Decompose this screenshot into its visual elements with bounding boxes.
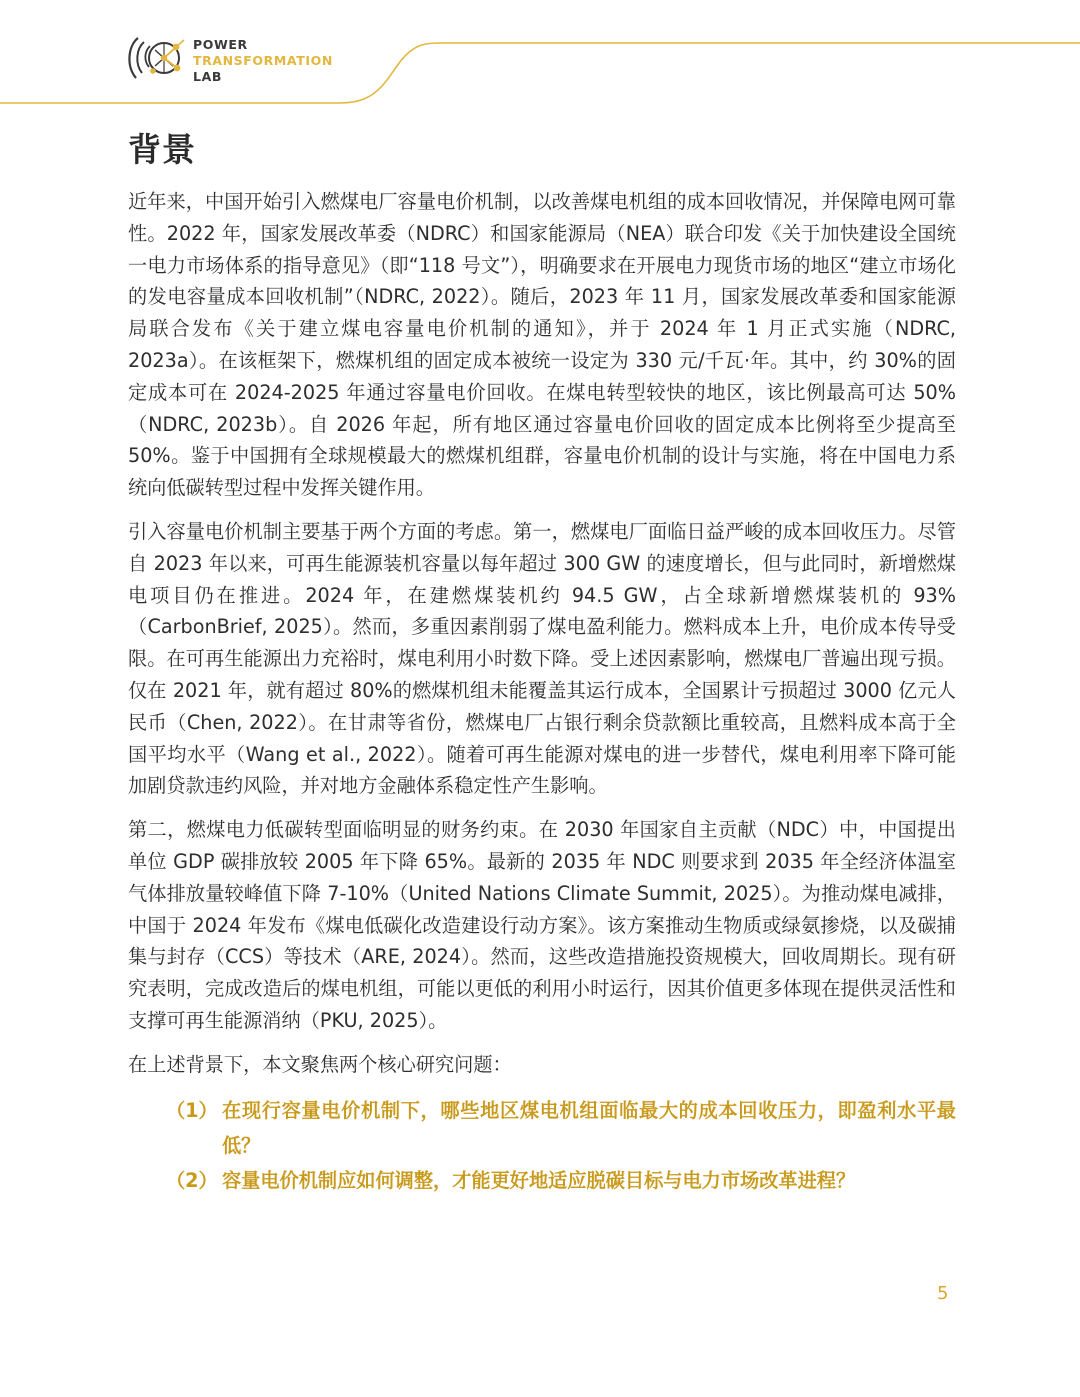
page-header — [0, 0, 1080, 110]
question-item — [128, 1163, 956, 1198]
logo-line-2: TRANSFORMATION — [193, 53, 333, 68]
paragraph-3: 第二，燃煤电力低碳转型面临明显的财务约束。在 2030 年国家自主贡献（NDC）中，中国提出单位 GDP 碳排放较 2005 年下降 65%。最新的 2035 年 NDC 则要求到 2035 年全经济体温室气体排放量较峰值下降 7-10%（United Nations Climate Summit, 2025）。为推动煤电减排，中国于 2024 年发布《煤电低碳化改造建设行动方案》。该方案推动生物质或绿氨掺烧，以及碳捕集与封存（CCS）等技术（ARE, 2024）。然而，这些改造措施投资规模大，回收周期长。现有研究表明，完成改造后的煤电机组，可能以更低的利用小时运行，因其价值更多体现在提供灵活性和支撑可再生能源消纳（PKU, 2025）。 — [128, 818, 956, 1032]
section-title: 背景 — [128, 130, 196, 169]
question-number: （1） — [166, 1098, 218, 1122]
logo-wordmark — [193, 37, 333, 85]
lab-logo-icon — [124, 30, 192, 86]
question-item — [128, 1093, 956, 1163]
page-number: 5 — [937, 1283, 949, 1304]
paragraph-2: 引入容量电价机制主要基于两个方面的考虑。第一，燃煤电厂面临日益严峻的成本回收压力。尽管自 2023 年以来，可再生能源装机容量以每年超过 300 GW 的速度增长，但与此同时，新增燃煤电项目仍在推进。2024 年，在建燃煤装机约 94.5 GW，占全球新增燃煤装机的 93%（CarbonBrief, 2025）。然而，多重因素削弱了煤电盈利能力。燃料成本上升，电价成本传导受限。在可再生能源出力充裕时，煤电利用小时数下降。受上述因素影响，燃煤电厂普遍出现亏损。仅在 2021 年，就有超过 80%的燃煤机组未能覆盖其运行成本，全国累计亏损超过 3000 亿元人民币（Chen, 2022）。在甘肃等省份，燃煤电厂占银行剩余贷款额比重较高，且燃料成本高于全国平均水平（Wang et al., 2022）。随着可再生能源对煤电的进一步替代，煤电利用率下降可能加剧贷款违约风险，并对地方金融体系稳定性产生影响。 — [128, 519, 956, 798]
question-number: （2） — [166, 1168, 218, 1192]
questions-intro: 在上述背景下，本文聚焦两个核心研究问题： — [128, 1052, 512, 1076]
logo-line-1: POWER — [193, 37, 248, 52]
logo-line-3: LAB — [193, 69, 222, 84]
question-text: 容量电价机制应如何调整，才能更好地适应脱碳目标与电力市场改革进程？ — [222, 1168, 856, 1192]
question-text: 在现行容量电价机制下，哪些地区煤电机组面临最大的成本回收压力，即盈利水平最低？ — [222, 1098, 956, 1157]
body-content — [128, 186, 956, 1198]
research-questions — [128, 1093, 956, 1198]
paragraph-1: 近年来，中国开始引入燃煤电厂容量电价机制，以改善煤电机组的成本回收情况，并保障电网可靠性。2022 年，国家发展改革委（NDRC）和国家能源局（NEA）联合印发《关于加快建设全国统一电力市场体系的指导意见》（即“118 号文”），明确要求在开展电力现货市场的地区“建立市场化的发电容量成本回收机制”（NDRC, 2022）。随后，2023 年 11 月，国家发展改革委和国家能源局联合发布《关于建立煤电容量电价机制的通知》，并于 2024 年 1 月正式实施（NDRC, 2023a）。在该框架下，燃煤机组的固定成本被统一设定为 330 元/千瓦·年。其中，约 30%的固定成本可在 2024-2025 年通过容量电价回收。在煤电转型较快的地区，该比例最高可达 50%（NDRC, 2023b）。自 2026 年起，所有地区通过容量电价回收的固定成本比例将至少提高至 50%。鉴于中国拥有全球规模最大的燃煤机组群，容量电价机制的设计与实施，将在中国电力系统向低碳转型过程中发挥关键作用。 — [128, 190, 956, 500]
